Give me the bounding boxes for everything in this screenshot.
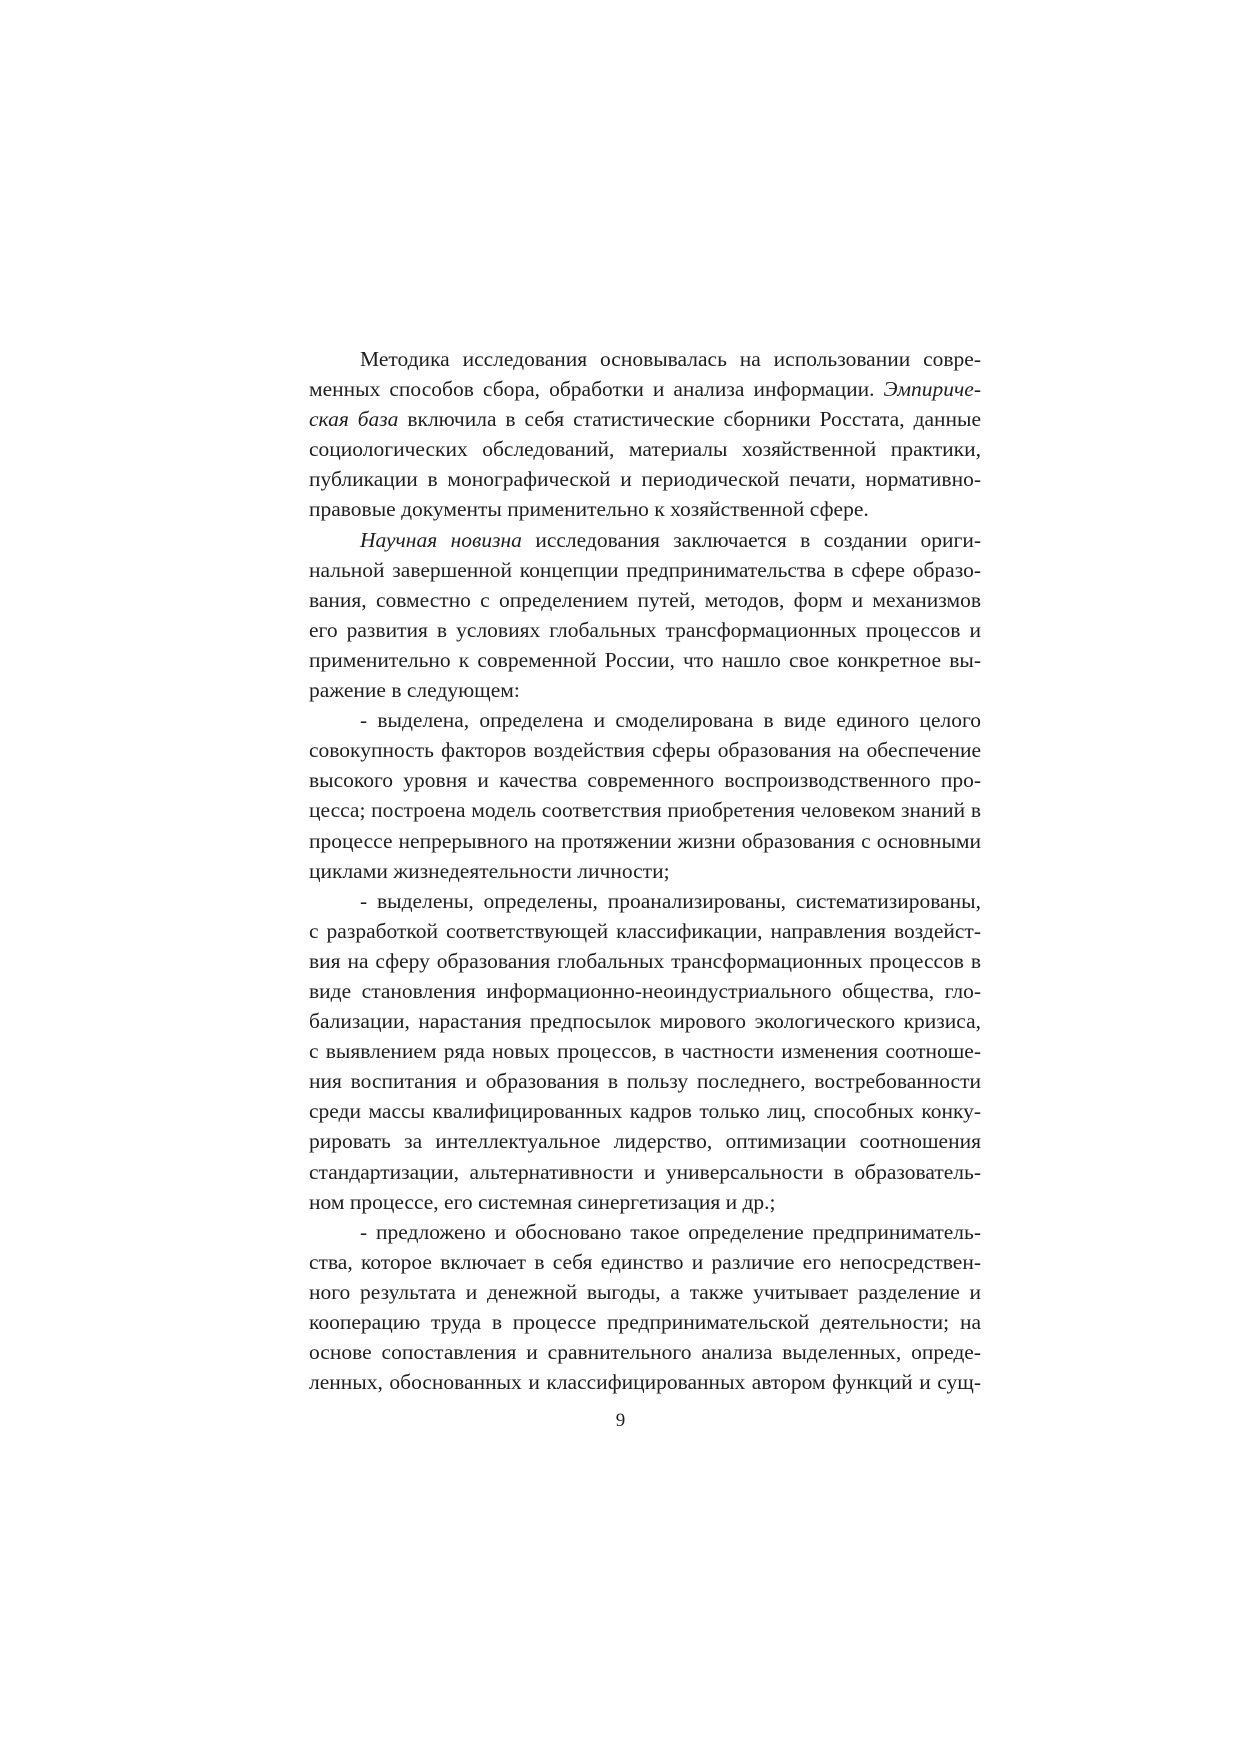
text-line [309, 585, 981, 615]
text-run: публикации в монографической и периодической печати, нормативно- [309, 467, 981, 492]
text-run: - предложено и обосновано такое определение предприниматель- [360, 1219, 981, 1244]
text-run: ражение в следующем: [309, 678, 520, 703]
text-line [309, 525, 981, 555]
text-line [309, 374, 981, 404]
text-line [309, 645, 981, 675]
text-run: Методика исследования основывалась на использовании совре- [360, 347, 981, 371]
italic-term: Научная новизна [360, 527, 522, 552]
text-line [309, 344, 981, 374]
text-line [309, 826, 981, 856]
paragraph [309, 1217, 981, 1398]
text-line [309, 494, 981, 524]
italic-term: ская база [309, 407, 399, 432]
text-line [309, 795, 981, 825]
text-line [309, 1337, 981, 1367]
text-run: ства, которое включает в себя единство и различие его непосредствен- [309, 1249, 981, 1274]
text-run: правовые документы применительно к хозяйственной сфере. [309, 497, 869, 522]
text-run: применительно к современной России, что нашло свое конкретное вы- [309, 647, 981, 672]
text-line [309, 675, 981, 705]
text-line [309, 856, 981, 886]
text-line [309, 1126, 981, 1156]
text-run: ного результата и денежной выгоды, а также учитывает разделение и [309, 1279, 981, 1304]
text-run: нальной завершенной концепции предпринимательства в сфере образо- [309, 557, 981, 582]
text-run: основе сопоставления и сравнительного анализа выделенных, опреде- [309, 1340, 981, 1365]
paragraph [309, 705, 981, 886]
text-line [309, 464, 981, 494]
text-line [309, 886, 981, 916]
text-run: ленных, обоснованных и классифицированных автором функций и сущ- [309, 1370, 981, 1395]
text-run: его развития в условиях глобальных трансформационных процессов и [309, 617, 981, 642]
text-line [309, 1367, 981, 1397]
text-line [309, 1187, 981, 1217]
text-line [309, 555, 981, 585]
paragraph [309, 886, 981, 1217]
text-run: среди массы квалифицированных кадров только лиц, способных конку- [309, 1099, 981, 1124]
text-run: вия на сферу образования глобальных трансформационных процессов в [309, 948, 981, 973]
text-line [309, 434, 981, 464]
text-line [309, 705, 981, 735]
text-run: ном процессе, его системная синергетизация и др.; [309, 1189, 776, 1214]
text-line [309, 1277, 981, 1307]
text-run: ния воспитания и образования в пользу последнего, востребованности [309, 1069, 981, 1094]
paragraph [309, 344, 981, 525]
page-number: 9 [615, 1410, 626, 1431]
text-run: исследования заключается в создании ориги- [521, 527, 982, 552]
text-run: рировать за интеллектуальное лидерство, оптимизации соотношения [309, 1129, 981, 1154]
text-run: - выделена, определена и смоделирована в виде единого целого [360, 708, 981, 733]
text-run: процессе непрерывного на протяжении жизни образования с основными [309, 828, 981, 853]
text-line [309, 1006, 981, 1036]
text-run: социологических обследований, материалы хозяйственной практики, [309, 437, 981, 462]
text-line [309, 1066, 981, 1096]
text-line [309, 1036, 981, 1066]
text-run: виде становления информационно-неоиндустриального общества, гло- [309, 978, 981, 1003]
text-line [309, 1096, 981, 1126]
text-run: стандартизации, альтернативности и универсальности в образователь- [309, 1159, 981, 1184]
text-run: - выделены, определены, проанализированы, систематизированы, [360, 888, 981, 913]
page-text-block [309, 344, 981, 1397]
text-run: циклами жизнедеятельности личности; [309, 858, 670, 883]
text-line [309, 976, 981, 1006]
text-run: высокого уровня и качества современного воспроизводственного про- [309, 768, 981, 793]
text-line [309, 1157, 981, 1187]
text-run: цесса; построена модель соответствия приобретения человеком знаний в [309, 798, 981, 823]
text-line [309, 946, 981, 976]
text-run: бализации, нарастания предпосылок мирового экологического кризиса, [309, 1009, 981, 1034]
text-line [309, 735, 981, 765]
text-run: кооперацию труда в процессе предпринимательской деятельности; на [309, 1310, 981, 1334]
paragraph [309, 525, 981, 706]
text-line [309, 1307, 981, 1337]
text-run: вания, совместно с определением путей, методов, форм и механизмов [309, 587, 981, 612]
italic-term: Эмпириче- [883, 377, 981, 402]
text-line [309, 404, 981, 434]
text-line [309, 1217, 981, 1247]
text-line [309, 916, 981, 946]
text-line [309, 615, 981, 645]
text-run: с выявлением ряда новых процессов, в частности изменения соотноше- [309, 1039, 981, 1064]
text-run: совокупность факторов воздействия сферы образования на обеспечение [309, 738, 981, 763]
text-line [309, 1247, 981, 1277]
text-line [309, 765, 981, 795]
text-run: с разработкой соответствующей классификации, направления воздейст- [309, 918, 981, 943]
text-run: менных способов сбора, обработки и анализа информации. [309, 377, 884, 402]
text-run: включила в себя статистические сборники Росстата, данные [398, 407, 981, 432]
